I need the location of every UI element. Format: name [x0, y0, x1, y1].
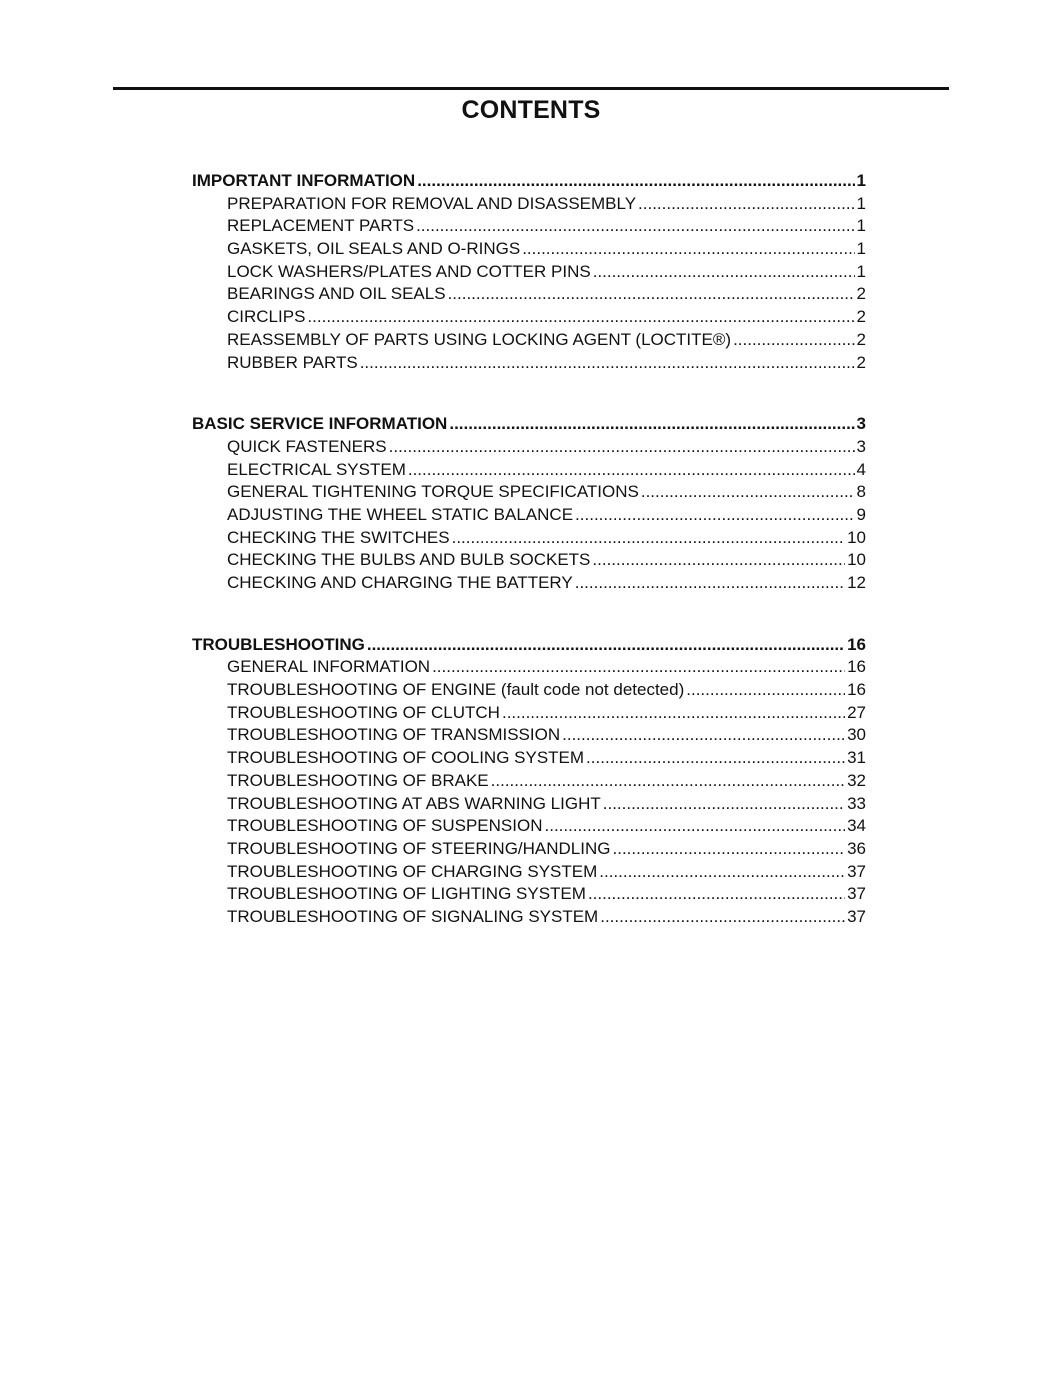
toc-heading-page: 3	[856, 414, 866, 434]
dot-leader	[586, 747, 845, 770]
toc-entry[interactable]	[192, 793, 866, 816]
dot-leader	[641, 481, 855, 504]
toc-entry-page: 3	[856, 436, 866, 456]
dot-leader	[307, 306, 854, 329]
table-of-contents	[192, 170, 866, 929]
dot-leader	[603, 793, 845, 816]
dot-leader	[432, 656, 845, 679]
toc-section-heading[interactable]	[192, 413, 866, 436]
toc-entry-label: CHECKING AND CHARGING THE BATTERY	[227, 573, 573, 592]
top-rule	[113, 87, 949, 90]
toc-entry-page: 30	[847, 725, 866, 745]
dot-leader	[449, 413, 854, 436]
toc-heading-label: BASIC SERVICE INFORMATION	[192, 414, 448, 434]
toc-entry-page: 34	[847, 816, 866, 836]
toc-entry-label: GENERAL INFORMATION	[227, 657, 431, 677]
dot-leader	[686, 679, 845, 702]
toc-entry-page: 10	[847, 527, 866, 547]
toc-entry-label: TROUBLESHOOTING OF LIGHTING SYSTEM	[227, 884, 586, 904]
toc-entry-label: GENERAL TIGHTENING TORQUE SPECIFICATIONS	[227, 482, 639, 502]
toc-entry-label: CHECKING THE SWITCHES	[227, 527, 450, 547]
dot-leader	[599, 861, 845, 884]
toc-entry-page: 16	[847, 657, 866, 677]
toc-entry-page: 37	[847, 861, 866, 881]
dot-leader	[522, 238, 854, 261]
toc-entry-page: 2	[856, 329, 866, 349]
dot-leader	[600, 906, 845, 929]
toc-entry[interactable]	[192, 656, 866, 679]
dot-leader	[575, 504, 854, 527]
toc-entry-page: 31	[847, 748, 866, 768]
toc-entry-page: 32	[847, 770, 866, 790]
toc-entry-page: 37	[847, 884, 866, 904]
toc-entry[interactable]	[192, 352, 866, 375]
toc-entry[interactable]	[192, 329, 866, 352]
toc-entry-label: TROUBLESHOOTING OF BRAKE	[227, 770, 489, 790]
dot-leader	[562, 724, 845, 747]
toc-entry-label: TROUBLESHOOTING OF CLUTCH	[227, 702, 500, 722]
toc-entry-label: CIRCLIPS	[227, 307, 306, 327]
toc-entry[interactable]	[192, 527, 866, 550]
toc-entry[interactable]	[192, 747, 866, 770]
toc-entry-label: RUBBER PARTS	[227, 352, 358, 372]
dot-leader	[491, 770, 845, 793]
toc-entry-label: ELECTRICAL SYSTEM	[227, 459, 406, 479]
toc-entry-page: 9	[856, 504, 866, 524]
toc-entry-label: QUICK FASTENERS	[227, 436, 387, 456]
toc-entry[interactable]	[192, 306, 866, 329]
toc-entry-label: TROUBLESHOOTING OF ENGINE (fault code not detected)	[227, 680, 685, 700]
toc-entry-label: TROUBLESHOOTING AT ABS WARNING LIGHT	[227, 793, 601, 813]
toc-entry-label: CHECKING THE BULBS AND BULB SOCKETS	[227, 550, 591, 570]
toc-entry-label: LOCK WASHERS/PLATES AND COTTER PINS	[227, 261, 591, 281]
toc-entry-page: 4	[856, 459, 866, 479]
toc-entry[interactable]	[192, 283, 866, 306]
dot-leader	[575, 572, 845, 595]
dot-leader	[389, 436, 855, 459]
toc-heading-label: TROUBLESHOOTING	[192, 634, 365, 654]
dot-leader	[588, 883, 845, 906]
toc-entry-label: TROUBLESHOOTING OF TRANSMISSION	[227, 725, 561, 745]
page-title: CONTENTS	[461, 96, 601, 124]
toc-entry[interactable]	[192, 883, 866, 906]
toc-entry[interactable]	[192, 861, 866, 884]
toc-entry[interactable]	[192, 838, 866, 861]
toc-heading-label: IMPORTANT INFORMATION	[192, 171, 416, 190]
toc-entry[interactable]	[192, 906, 866, 929]
toc-entry-page: 1	[856, 216, 866, 236]
toc-entry-label: ADJUSTING THE WHEEL STATIC BALANCE	[227, 504, 574, 524]
toc-entry[interactable]	[192, 504, 866, 527]
toc-entry[interactable]	[192, 549, 866, 572]
dot-leader	[638, 193, 855, 216]
toc-entry-page: 8	[856, 482, 866, 502]
toc-entry-label: REASSEMBLY OF PARTS USING LOCKING AGENT (LOCTITE®)	[227, 329, 732, 349]
toc-entry[interactable]	[192, 481, 866, 504]
toc-entry-page: 36	[847, 838, 866, 858]
toc-section-heading[interactable]	[192, 170, 866, 193]
toc-heading-page: 16	[847, 634, 866, 654]
toc-section	[192, 170, 866, 374]
dot-leader	[502, 702, 845, 725]
dot-leader	[452, 527, 845, 550]
toc-entry-page: 37	[847, 906, 866, 926]
toc-entry[interactable]	[192, 215, 866, 238]
dot-leader	[417, 170, 854, 193]
toc-entry-page: 2	[856, 352, 866, 372]
dot-leader	[733, 329, 854, 352]
toc-entry[interactable]	[192, 459, 866, 482]
toc-entry-page: 16	[847, 680, 866, 700]
toc-entry[interactable]	[192, 770, 866, 793]
toc-entry-page: 2	[856, 307, 866, 327]
toc-entry[interactable]	[192, 679, 866, 702]
toc-entry-page: 1	[856, 261, 866, 281]
toc-entry-label: TROUBLESHOOTING OF SUSPENSION	[227, 816, 543, 836]
toc-entry-page: 10	[847, 550, 866, 570]
toc-entry-page: 33	[847, 793, 866, 813]
toc-entry-label: TROUBLESHOOTING OF STEERING/HANDLING	[227, 838, 611, 858]
toc-section	[192, 413, 866, 595]
toc-entry-label: TROUBLESHOOTING OF SIGNALING SYSTEM	[227, 906, 599, 926]
toc-entry-label: BEARINGS AND OIL SEALS	[227, 284, 446, 304]
toc-entry[interactable]	[192, 724, 866, 747]
dot-leader	[592, 549, 845, 572]
toc-entry-label: GASKETS, OIL SEALS AND O-RINGS	[227, 239, 521, 259]
dot-leader	[408, 459, 855, 482]
toc-entry[interactable]	[192, 815, 866, 838]
dot-leader	[360, 352, 855, 375]
toc-entry-page: 12	[847, 573, 866, 592]
toc-entry-page: 1	[856, 239, 866, 259]
dot-leader	[448, 283, 855, 306]
dot-leader	[545, 815, 846, 838]
toc-entry[interactable]	[192, 193, 866, 216]
toc-entry[interactable]	[192, 261, 866, 284]
toc-heading-page: 1	[856, 171, 866, 190]
toc-section-heading[interactable]	[192, 634, 866, 657]
toc-entry[interactable]	[192, 238, 866, 261]
toc-entry[interactable]	[192, 572, 866, 595]
toc-entry[interactable]	[192, 436, 866, 459]
dot-leader	[416, 215, 854, 238]
dot-leader	[593, 261, 855, 284]
toc-entry-label: TROUBLESHOOTING OF CHARGING SYSTEM	[227, 861, 598, 881]
toc-entry-label: TROUBLESHOOTING OF COOLING SYSTEM	[227, 748, 585, 768]
toc-entry[interactable]	[192, 702, 866, 725]
dot-leader	[613, 838, 846, 861]
toc-entry-page: 2	[856, 284, 866, 304]
toc-entry-label: REPLACEMENT PARTS	[227, 216, 415, 236]
toc-entry-page: 1	[856, 193, 866, 213]
toc-entry-page: 27	[847, 702, 866, 722]
toc-entry-label: PREPARATION FOR REMOVAL AND DISASSEMBLY	[227, 193, 637, 213]
dot-leader	[367, 634, 845, 657]
toc-section	[192, 634, 866, 929]
